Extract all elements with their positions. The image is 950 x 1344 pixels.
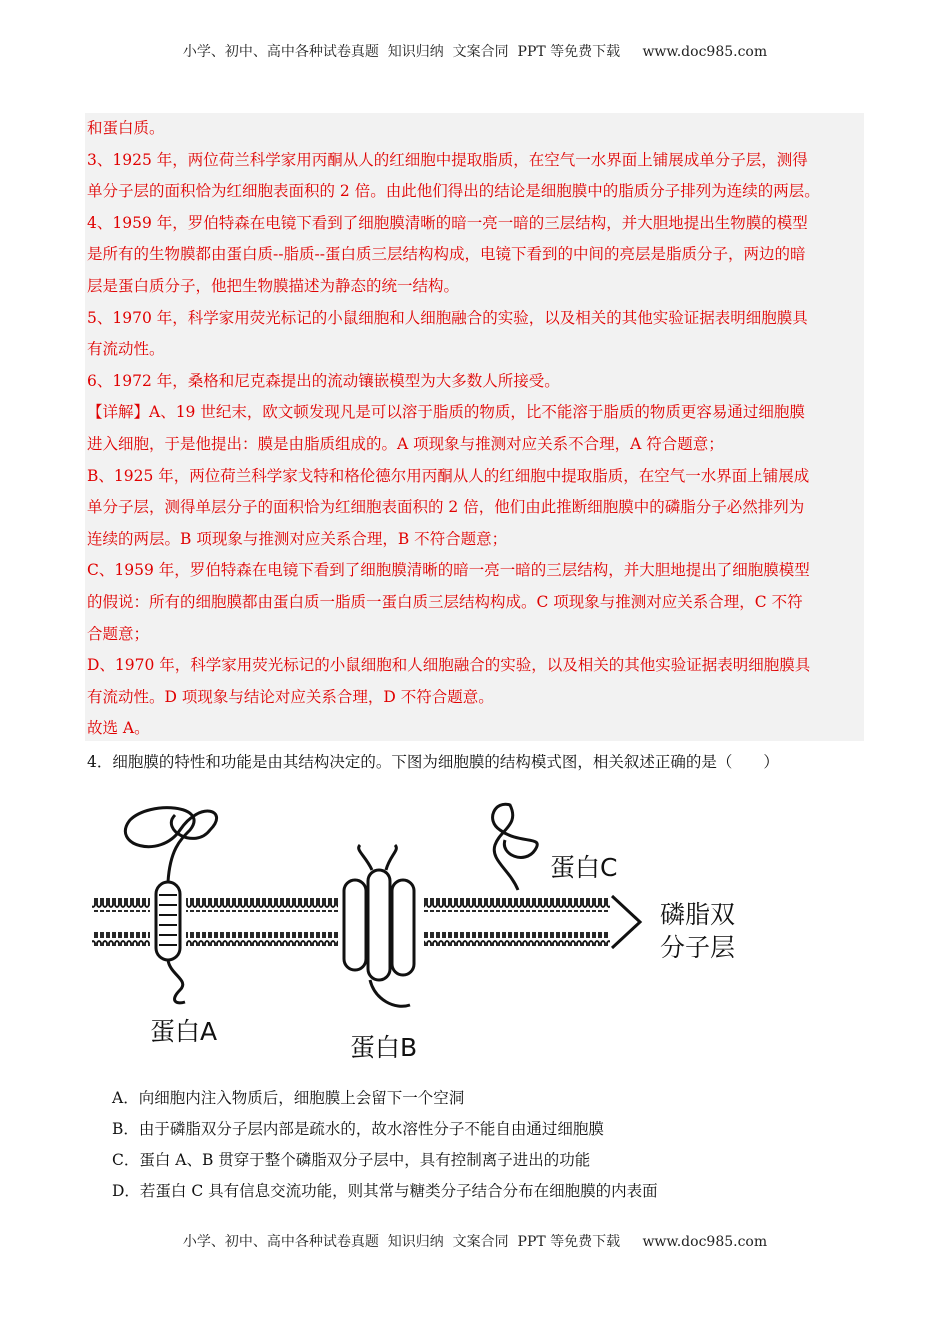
analysis-line: 合题意； — [87, 624, 150, 643]
analysis-line: 层是蛋白质分子，他把生物膜描述为静态的统一结构。 — [87, 277, 460, 295]
label-protein-b: 蛋白B — [350, 1033, 418, 1062]
label-bilayer-line2: 分子层 — [660, 933, 736, 962]
analysis-line: 6、1972 年，桑格和尼克森提出的流动镶嵌模型为大多数人所接受。 — [87, 371, 560, 390]
analysis-line: 是所有的生物膜都由蛋白质--脂质--蛋白质三层结构构成，电镜下看到的中间的亮层是脂质分子，两边的暗 — [87, 245, 806, 264]
page-footer: 小学、初中、高中各种试卷真题 知识归纳 文案合同 PPT 等免费下载 www.doc985.com — [182, 1234, 768, 1250]
analysis-line: 【详解】A、19 世纪末，欧文顿发现凡是可以溶于脂质的物质，比不能溶于脂质的物质更容易通过细胞膜 — [87, 403, 805, 422]
analysis-line: 4、1959 年，罗伯特森在电镜下看到了细胞膜清晰的暗一亮一暗的三层结构，并大胆地提出生物膜的模型 — [87, 213, 808, 232]
analysis-line: 和蛋白质。 — [87, 119, 165, 137]
analysis-line: B、1925 年，两位荷兰科学家戈特和格伦德尔用丙酮从人的红细胞中提取脂质，在空气一水界面上铺展成 — [87, 466, 810, 485]
analysis-line: C、1959 年，罗伯特森在电镜下看到了细胞膜清晰的暗一亮一暗的三层结构，并大胆地提出了细胞膜模型 — [87, 561, 810, 580]
option-c: C．蛋白 A、B 贯穿于整个磷脂双分子层中，具有控制离子进出的功能 — [112, 1151, 591, 1169]
option-d: D．若蛋白 C 具有信息交流功能，则其常与糖类分子结合分布在细胞膜的内表面 — [112, 1182, 658, 1200]
protein-b-shape — [344, 845, 414, 1006]
analysis-line: 故选 A。 — [87, 719, 150, 738]
analysis-line: 的假说：所有的细胞膜都由蛋白质一脂质一蛋白质三层结构构成。C 项现象与推测对应关系合理，C 不符 — [87, 593, 803, 611]
analysis-line: 连续的两层。B 项现象与推测对应关系合理，B 不符合题意； — [87, 529, 508, 548]
label-bilayer-line1: 磷脂双 — [660, 900, 736, 929]
option-a: A．向细胞内注入物质后，细胞膜上会留下一个空洞 — [112, 1089, 465, 1107]
label-protein-c: 蛋白C — [550, 853, 618, 882]
analysis-line: D、1970 年，科学家用荧光标记的小鼠细胞和人细胞融合的实验，以及相关的其他实验证据表明细胞膜具 — [87, 656, 811, 675]
analysis-line: 5、1970 年，科学家用荧光标记的小鼠细胞和人细胞融合的实验，以及相关的其他实验证据表明细胞膜具 — [87, 308, 808, 327]
analysis-line: 有流动性。 — [87, 340, 165, 359]
question-4-stem: 4．细胞膜的特性和功能是由其结构决定的。下图为细胞膜的结构模式图，相关叙述正确的是（ ） — [87, 753, 779, 771]
option-b: B．由于磷脂双分子层内部是疏水的，故水溶性分子不能自由通过细胞膜 — [112, 1120, 604, 1138]
page-header: 小学、初中、高中各种试卷真题 知识归纳 文案合同 PPT 等免费下载 www.doc985.com — [182, 44, 768, 60]
label-protein-a: 蛋白A — [150, 1017, 218, 1046]
analysis-line: 单分子层，测得单层分子的面积恰为红细胞表面积的 2 倍，他们由此推断细胞膜中的磷脂分子必然排列为 — [87, 498, 805, 517]
analysis-line: 单分子层的面积恰为红细胞表面积的 2 倍。由此他们得出的结论是细胞膜中的脂质分子排列为连续的两层。 — [87, 182, 820, 201]
analysis-line: 有流动性。D 项现象与结论对应关系合理，D 不符合题意。 — [87, 687, 494, 706]
protein-c-shape — [493, 804, 538, 890]
analysis-line: 3、1925 年，两位荷兰科学家用丙酮从人的红细胞中提取脂质，在空气一水界面上铺展成单分子层，测得 — [87, 150, 808, 169]
analysis-line: 进入细胞，于是他提出：膜是由脂质组成的。A 项现象与推测对应关系不合理，A 符合题意； — [87, 435, 724, 453]
